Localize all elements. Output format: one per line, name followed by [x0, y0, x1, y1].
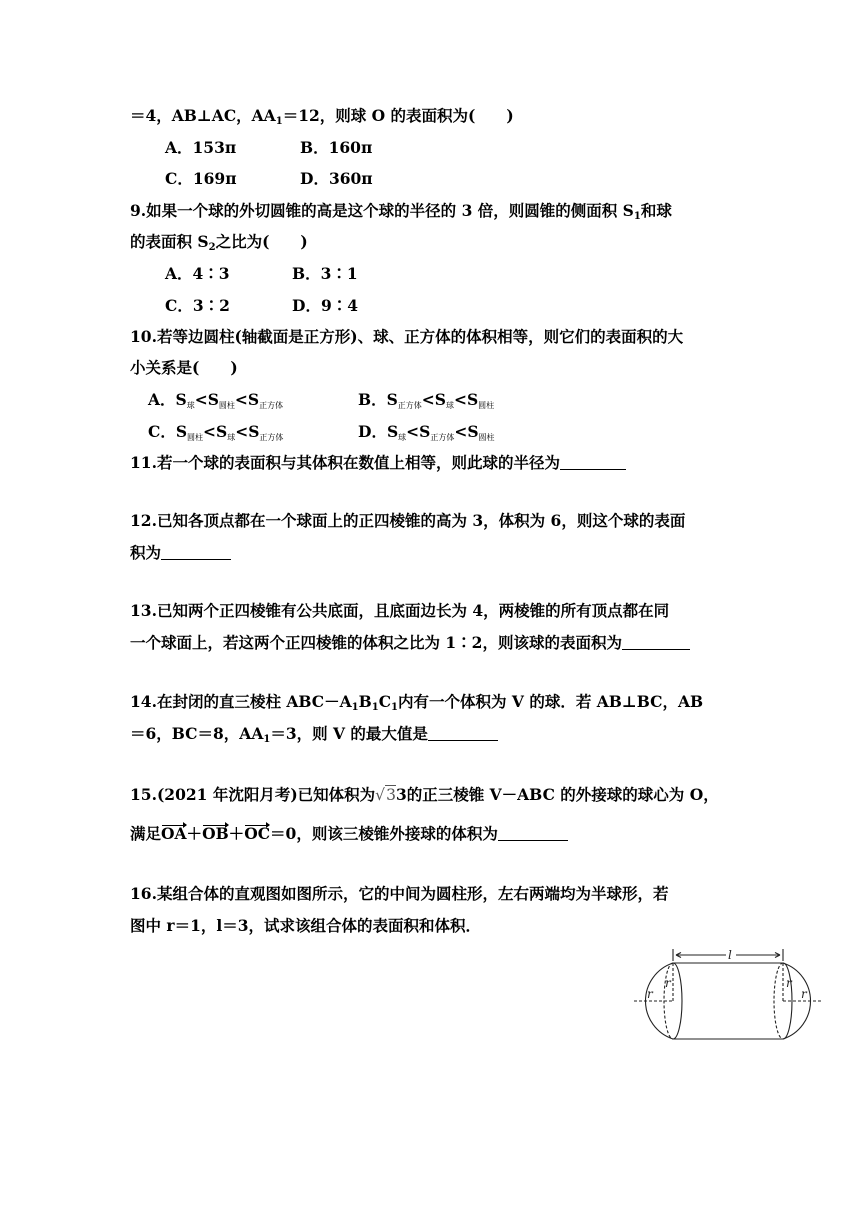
- q9-stem-line2: 的表面积 $S_2$之比为( ): [130, 232, 308, 253]
- q13-answer-blank: [622, 634, 690, 650]
- label-length: l: [728, 948, 732, 962]
- left-section-front: [673, 963, 682, 1039]
- q9-stem-line1: 9.如果一个球的外切圆锥的高是这个球的半径的 3 倍，则圆锥的侧面积 $S_1$和球: [130, 201, 672, 222]
- q14-answer-blank: [428, 725, 498, 741]
- q13-stem-line2: 一个球面上，若这两个正四棱锥的体积之比为 1∶2，则该球的表面积为: [130, 633, 690, 653]
- q9-option-c: C．3∶2: [165, 296, 230, 315]
- q8-option-b: B．160π: [300, 138, 373, 157]
- right-hemisphere-outline: [783, 963, 811, 1039]
- q10-option-c: C．S圆柱<S球<S正方体: [148, 422, 284, 442]
- q15-answer-blank: [498, 825, 568, 841]
- q8-option-d: D．360π: [300, 169, 373, 188]
- q10-option-a: A．S球<S圆柱<S正方体: [148, 390, 284, 410]
- q12-stem-line2: 积为: [130, 543, 231, 563]
- q15-stem-line1: 15.(2021 年沈阳月考)已知体积为√33的正三棱锥 V－ABC 的外接球的球心为 O，: [130, 785, 719, 804]
- right-section-back: [774, 963, 783, 1039]
- q14-stem-line2: ＝6，BC＝8，$AA_1=3$，则 V 的最大值是: [130, 724, 498, 750]
- q10-option-d: D．S球<S正方体<S圆柱: [358, 422, 495, 442]
- label-radius-right-h: r: [801, 987, 807, 1001]
- q9-option-a: A．4∶3: [165, 264, 230, 283]
- q13-stem-line1: 13.已知两个正四棱锥有公共底面，且底面边长为 4，两棱锥的所有顶点都在同: [130, 601, 670, 620]
- q16-stem-line1: 16.某组合体的直观图如图所示，它的中间为圆柱形，左右两端均为半球形，若: [130, 884, 669, 903]
- q12-stem-line1: 12.已知各顶点都在一个球面上的正四棱锥的高为 3，体积为 6，则这个球的表面: [130, 511, 686, 530]
- q10-stem-line1: 10.若等边圆柱(轴截面是正方形)、球、正方体的体积相等，则它们的表面积的大: [130, 327, 684, 346]
- q12-answer-blank: [161, 544, 231, 560]
- label-radius-right-v: r: [786, 976, 792, 990]
- label-radius-left-h: r: [647, 987, 653, 1001]
- q8-stem: ＝4，AB⊥AC，$AA_1=12$，则球 O 的表面积为( ): [130, 106, 514, 127]
- label-radius-left-v: r: [665, 976, 671, 990]
- q16-stem-line2: 图中 r＝1，l＝3，试求该组合体的表面积和体积．: [130, 916, 482, 935]
- q11-answer-blank: [560, 454, 626, 470]
- q14-stem-line1: 14.在封闭的直三棱柱 $ABC-A_1B_1C_1$内有一个体积为 V 的球．若 AB⊥BC，AB: [130, 692, 704, 713]
- q8-option-c: C．169π: [165, 169, 237, 188]
- vector-ob: OB: [202, 824, 229, 843]
- q10-stem-line2: 小关系是( ): [130, 358, 238, 377]
- q15-stem-line2: 满足OA＋OB＋OC＝0，则该三棱锥外接球的体积为: [130, 824, 568, 844]
- q9-option-d: D．9∶4: [292, 296, 359, 315]
- vector-oc: OC: [244, 824, 271, 843]
- q11-stem: 11.若一个球的表面积与其体积在数值上相等，则此球的半径为: [130, 453, 626, 473]
- q8-option-a: A．153π: [165, 138, 237, 157]
- q10-option-b: B．S正方体<S球<S圆柱: [358, 390, 495, 410]
- vector-oa: OA: [161, 824, 187, 843]
- capsule-figure: [630, 945, 830, 1045]
- q9-option-b: B．3∶1: [292, 264, 358, 283]
- sqrt-sign: √3: [375, 786, 396, 804]
